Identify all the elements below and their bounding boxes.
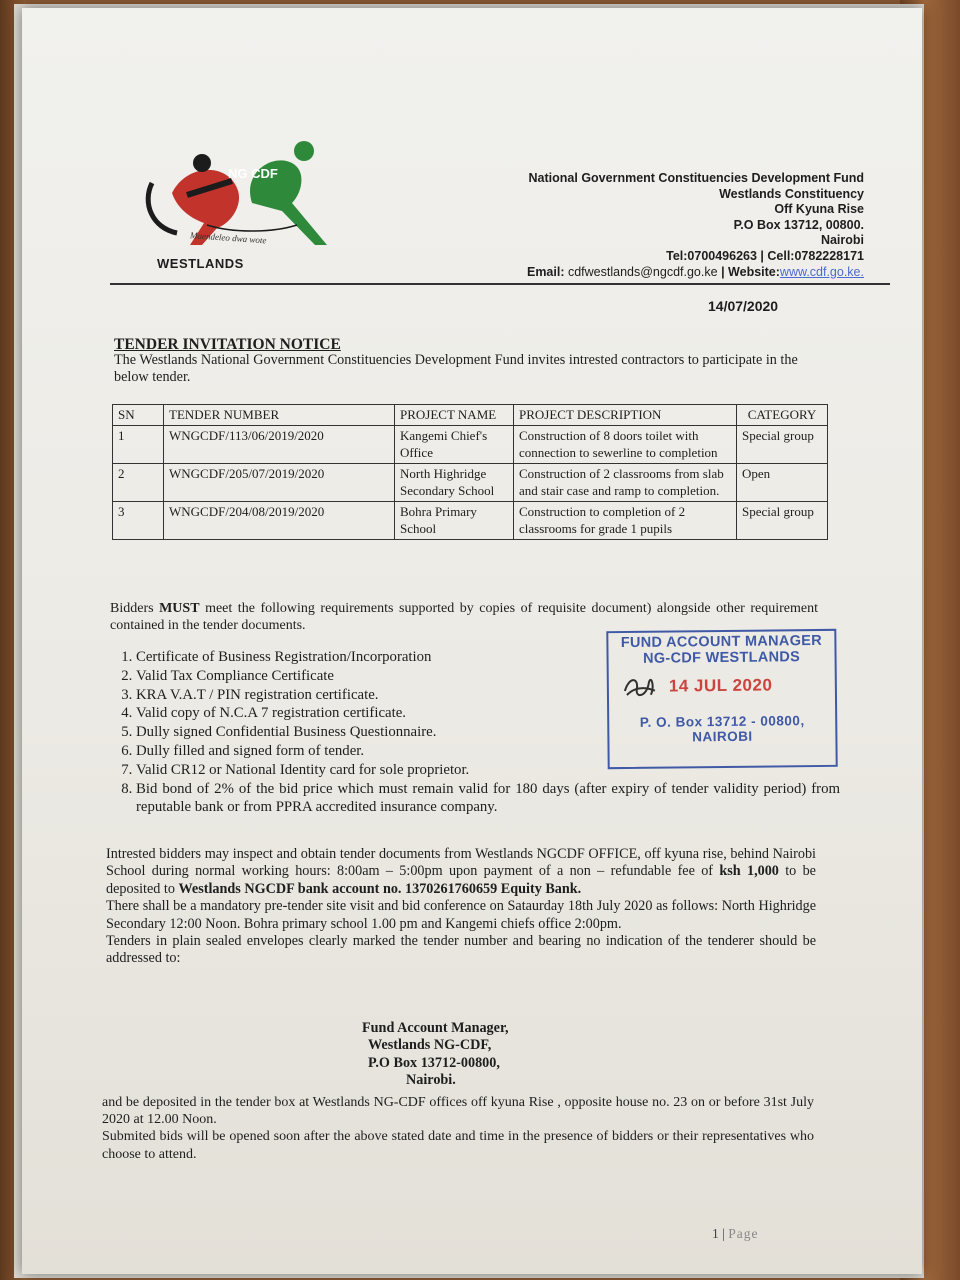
list-item: 2. Valid Tax Compliance Certificate <box>136 667 840 686</box>
instructions-paragraph-1 <box>106 846 816 898</box>
closing-paragraph-1: and be deposited in the tender box at Westlands NG-CDF offices off kyuna Rise , opposite house no. 23 on or before 31st July 2020 at 12.00 Noon. <box>102 1095 814 1128</box>
ngcdf-logo <box>132 133 352 263</box>
address-line-2: Westlands NG-CDF, <box>368 1037 492 1054</box>
stamp-line-3: P. O. Box 13712 - 00800, <box>639 713 805 730</box>
row-project-name: North Highridge Secondary School <box>395 463 514 501</box>
page-word: Page <box>728 1226 759 1241</box>
signature-icon <box>621 673 657 703</box>
letterhead-divider <box>110 283 890 285</box>
tender-table-header <box>113 405 828 426</box>
header-sn: SN <box>113 405 164 426</box>
p1-mid: to be deposited to <box>106 863 816 897</box>
submission-address <box>362 1020 509 1090</box>
list-item: 5. Dully signed Confidential Business Questionnaire. <box>136 723 840 742</box>
row-category: Open <box>737 463 828 501</box>
requirements-intro <box>110 600 818 634</box>
header-tender-number: TENDER NUMBER <box>164 405 395 426</box>
tender-fee: ksh 1,000 <box>719 863 779 880</box>
header-pobox: P.O Box 13712, 00800. <box>733 217 864 232</box>
email-separator: | <box>721 264 725 279</box>
header-city: Nairobi <box>820 233 864 248</box>
header-street: Off Kyuna Rise <box>774 202 864 217</box>
tender-instructions <box>106 846 816 968</box>
notice-title: TENDER INVITATION NOTICE <box>114 336 341 353</box>
stamp-line-4: NAIROBI <box>692 728 753 745</box>
header-project-description: PROJECT DESCRIPTION <box>514 405 737 426</box>
row-project-description: Construction of 2 classrooms from slab and stair case and ramp to completion. <box>514 463 737 501</box>
table-row <box>113 463 828 501</box>
email-label: Email: <box>526 264 565 279</box>
row-project-name: Bohra Primary School <box>395 501 514 539</box>
document-page <box>22 8 922 1274</box>
header-email-line <box>527 265 864 281</box>
row-sn: 2 <box>113 463 164 501</box>
logo-tagline: Maendeleo dwa wote <box>189 230 267 246</box>
document-date: 14/07/2020 <box>708 298 779 314</box>
list-item: 8. Bid bond of 2% of the bid price which must remain valid for 180 days (after expiry of tender validity period) from reputable bank or from PPRA accredited insurance company. <box>136 780 840 818</box>
stamp-line-1: FUND ACCOUNT MANAGER <box>620 632 823 652</box>
letterhead-address <box>527 171 864 280</box>
website-link[interactable]: www.cdf.go.ke. <box>779 264 864 279</box>
stamp-line-2: NG-CDF WESTLANDS <box>642 649 801 667</box>
page-separator: | <box>722 1226 725 1241</box>
address-line-4: Nairobi. <box>406 1072 456 1089</box>
row-project-name: Kangemi Chief's Office <box>395 425 514 463</box>
email-address[interactable]: cdfwestlands@ngcdf.go.ke <box>567 264 718 279</box>
page-number-value: 1 <box>712 1226 719 1241</box>
instructions-paragraph-2: There shall be a mandatory pre-tender site visit and bid conference on Sataurday 18th July 2020 as follows: North Highridge Secondary 12:00 Noon. Bohra primary school 1.00 pm and Kangemi chiefs office 2:00pm. <box>106 898 816 932</box>
header-project-name: PROJECT NAME <box>395 405 514 426</box>
closing-paragraph-2: Submited bids will be opened soon after the above stated date and time in the presence of bidders or their representatives who choose to attend. <box>102 1129 814 1162</box>
row-tender-number: WNGCDF/204/08/2019/2020 <box>164 501 395 539</box>
req-intro-must: MUST <box>159 601 200 616</box>
closing-text <box>102 1094 814 1163</box>
stamp-date-row <box>609 671 835 707</box>
notice-intro: The Westlands National Government Constituencies Development Fund invites intrested contractors to participate in the below tender. <box>114 352 798 385</box>
instructions-paragraph-3: Tenders in plain sealed envelopes clearly marked the tender number and bearing no indication of the tenderer should be addressed to: <box>106 933 816 967</box>
header-contact: Tel:0700496263 | Cell:0782228171 <box>666 248 864 263</box>
req-intro-start: Bidders <box>110 601 160 616</box>
row-sn: 3 <box>113 501 164 539</box>
row-sn: 1 <box>113 425 164 463</box>
constituency-name: WESTLANDS <box>157 256 244 271</box>
row-tender-number: WNGCDF/113/06/2019/2020 <box>164 425 395 463</box>
tender-table <box>112 404 828 540</box>
list-item: 6. Dully filled and signed form of tender. <box>136 742 840 761</box>
req-intro-end: meet the following requirements supported by copies of requisite document) alongside other requirement contained in the tender documents. <box>110 601 819 633</box>
address-line-1: Fund Account Manager, <box>362 1020 509 1036</box>
row-category: Special group <box>737 425 828 463</box>
list-item: 7. Valid CR12 or National Identity card for sole proprietor. <box>136 761 840 780</box>
address-line-3: P.O Box 13712-00800, <box>368 1054 500 1071</box>
header-category: CATEGORY <box>737 405 828 426</box>
official-stamp <box>606 629 837 769</box>
website-label: Website: <box>728 264 780 279</box>
bank-account: Westlands NGCDF bank account no. 1370261760659 Equity Bank. <box>178 880 582 897</box>
logo-letters: NG CDF <box>228 166 278 181</box>
row-project-description: Construction to completion of 2 classrooms for grade 1 pupils <box>514 501 737 539</box>
header-constituency: Westlands Constituency <box>719 186 864 201</box>
table-row <box>113 501 828 539</box>
page-number <box>712 1226 758 1242</box>
row-category: Special group <box>737 501 828 539</box>
ngcdf-logo-icon <box>132 133 352 253</box>
list-item: 3. KRA V.A.T / PIN registration certificate. <box>136 686 840 705</box>
row-tender-number: WNGCDF/205/07/2019/2020 <box>164 463 395 501</box>
list-item: 1. Certificate of Business Registration/Incorporation <box>136 648 840 667</box>
stamp-date: 14 JUL 2020 <box>668 675 773 696</box>
p1-start: Intrested bidders may inspect and obtain tender documents from Westlands NGCDF OFFICE, off kyuna rise, behind Nairobi School during normal working hours: 8:00am – 5:00pm upon payment of a non – refundable fee of <box>106 846 816 880</box>
header-org-name: National Government Constituencies Development Fund <box>528 171 864 185</box>
table-row <box>113 425 828 463</box>
list-item: 4. Valid copy of N.C.A 7 registration certificate. <box>136 704 840 723</box>
row-project-description: Construction of 8 doors toilet with connection to sewerline to completion <box>514 425 737 463</box>
